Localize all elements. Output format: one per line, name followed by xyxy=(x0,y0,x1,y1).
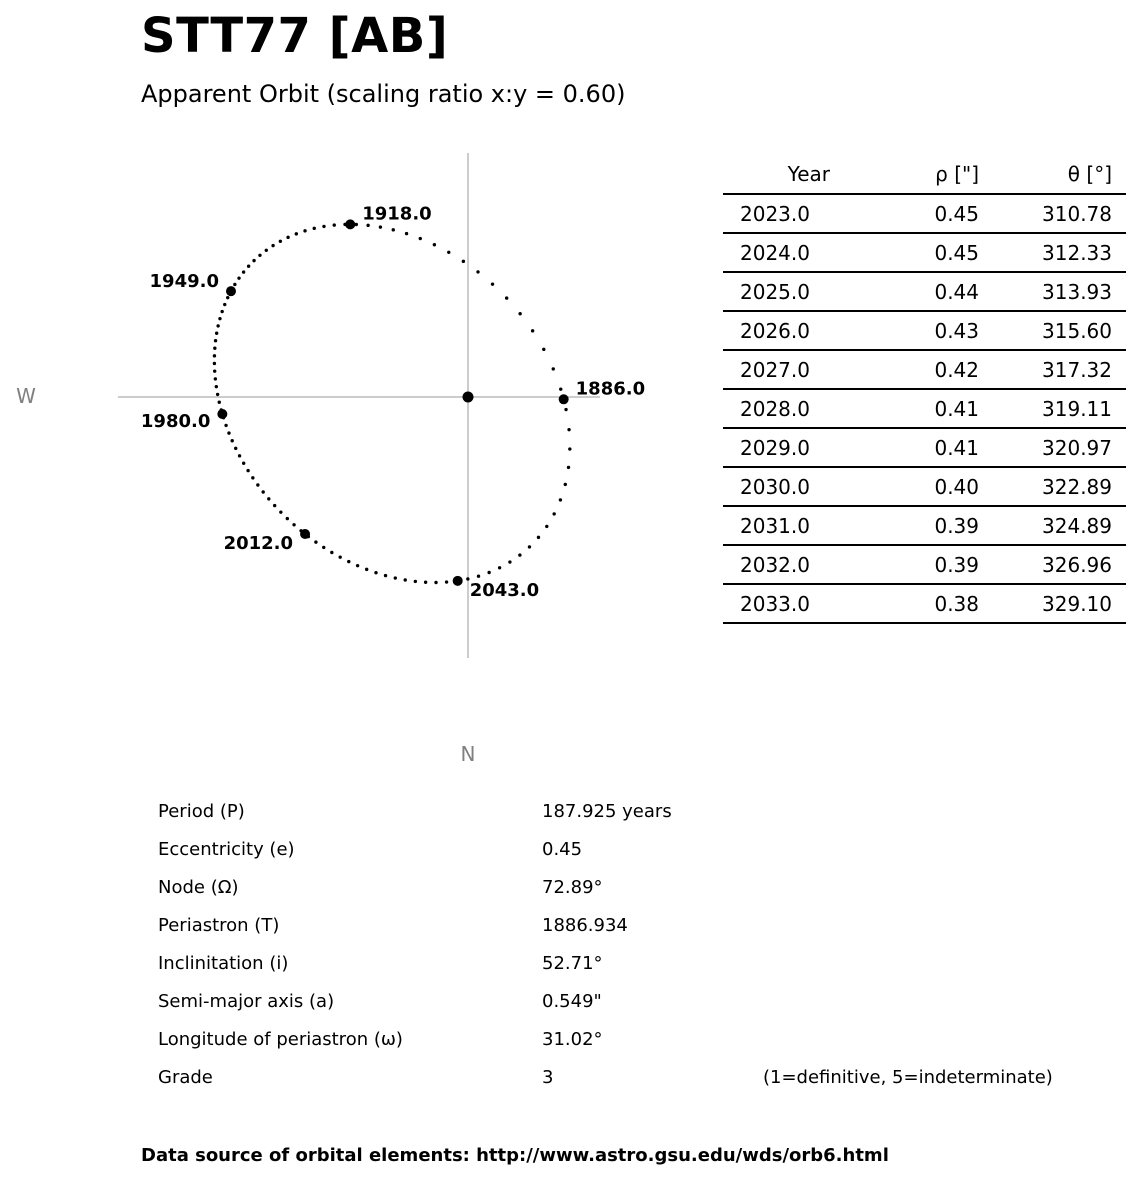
orbit-dot xyxy=(213,347,216,350)
orbit-dot xyxy=(234,447,237,450)
ephemeris-table xyxy=(723,155,1126,624)
epoch-label: 1980.0 xyxy=(140,411,211,433)
orbit-dot xyxy=(216,393,219,396)
table-row xyxy=(723,194,1126,233)
orbit-dot xyxy=(518,553,521,556)
element-row xyxy=(158,947,1098,985)
table-row xyxy=(723,350,1126,389)
element-row xyxy=(158,795,1098,833)
theta-cell: 320.97 xyxy=(980,428,1126,467)
orbit-dot xyxy=(256,483,259,486)
orbit-dot xyxy=(552,512,555,515)
orbit-dot xyxy=(333,223,336,226)
orbit-dot xyxy=(433,243,436,246)
column-header-year: Year xyxy=(723,155,831,194)
orbit-dot xyxy=(487,571,490,574)
epoch-marker xyxy=(217,409,227,419)
column-header-rho: ρ ["] xyxy=(831,155,980,194)
orbit-dot xyxy=(213,369,216,372)
epoch-label: 1918.0 xyxy=(362,203,432,225)
orbit-dot xyxy=(567,466,570,469)
orbit-dot xyxy=(374,571,377,574)
orbit-dot xyxy=(567,428,570,431)
table-row xyxy=(723,428,1126,467)
element-value: 0.549" xyxy=(542,991,602,1012)
epoch-label: 2012.0 xyxy=(223,533,294,555)
orbit-dot xyxy=(237,276,240,279)
table-row xyxy=(723,506,1126,545)
orbit-dot xyxy=(384,574,387,577)
element-row xyxy=(158,985,1098,1023)
orbit-dot xyxy=(273,504,276,507)
theta-cell: 313.93 xyxy=(980,272,1126,311)
element-value: 52.71° xyxy=(542,953,603,974)
orbit-dot xyxy=(214,339,217,342)
epoch-marker xyxy=(345,219,355,229)
element-note: (1=definitive, 5=indeterminate) xyxy=(763,1067,1053,1088)
orbit-dot xyxy=(537,536,540,539)
table-row xyxy=(723,584,1126,623)
element-value: 0.45 xyxy=(542,839,583,860)
rho-cell: 0.38 xyxy=(831,584,980,623)
orbit-dot xyxy=(233,283,236,286)
orbital-elements-list xyxy=(158,795,1098,1099)
column-header-theta: θ [°] xyxy=(980,155,1126,194)
orbit-dot xyxy=(552,367,555,370)
table-row xyxy=(723,272,1126,311)
orbit-dot xyxy=(476,270,479,273)
orbit-dot xyxy=(564,408,567,411)
epoch-marker xyxy=(559,394,569,404)
orbit-dot xyxy=(218,317,221,320)
element-label: Node (Ω) xyxy=(158,877,239,898)
orbit-dot xyxy=(242,270,245,273)
orbit-dot xyxy=(322,225,325,228)
orbit-dot xyxy=(462,260,465,263)
orbit-dot xyxy=(498,566,501,569)
element-row xyxy=(158,833,1098,871)
orbit-dot xyxy=(292,523,295,526)
orbit-dot xyxy=(330,551,333,554)
orbit-dot xyxy=(215,332,218,335)
year-cell: 2024.0 xyxy=(723,233,831,272)
orbit-dot xyxy=(414,580,417,583)
theta-cell: 324.89 xyxy=(980,506,1126,545)
orbit-dot xyxy=(231,439,234,442)
orbit-dot xyxy=(392,228,395,231)
rho-cell: 0.44 xyxy=(831,272,980,311)
data-source-footer: Data source of orbital elements: http://www.astro.gsu.edu/wds/orb6.html xyxy=(141,1145,889,1166)
orbit-dot xyxy=(227,431,230,434)
orbit-dot xyxy=(447,251,450,254)
theta-cell: 326.96 xyxy=(980,545,1126,584)
year-cell: 2033.0 xyxy=(723,584,831,623)
orbit-dot xyxy=(379,225,382,228)
orbit-dot xyxy=(258,254,261,257)
theta-cell: 310.78 xyxy=(980,194,1126,233)
orbit-dot xyxy=(295,232,298,235)
orbit-dot xyxy=(213,354,216,357)
year-cell: 2030.0 xyxy=(723,467,831,506)
west-axis-label: W xyxy=(16,384,36,408)
rho-cell: 0.39 xyxy=(831,545,980,584)
table-row xyxy=(723,467,1126,506)
orbit-dot xyxy=(238,454,241,457)
table-row xyxy=(723,389,1126,428)
element-row xyxy=(158,909,1098,947)
rho-cell: 0.39 xyxy=(831,506,980,545)
orbit-dot xyxy=(286,236,289,239)
orbit-dot xyxy=(251,476,254,479)
rho-cell: 0.43 xyxy=(831,311,980,350)
orbit-dot xyxy=(279,510,282,513)
epoch-marker xyxy=(453,576,463,586)
epoch-markers xyxy=(141,203,645,600)
year-cell: 2026.0 xyxy=(723,311,831,350)
rho-cell: 0.41 xyxy=(831,428,980,467)
orbit-dot xyxy=(247,265,250,268)
orbit-dot xyxy=(224,424,227,427)
orbit-dot xyxy=(404,578,407,581)
orbit-dot xyxy=(246,469,249,472)
table-row xyxy=(723,233,1126,272)
orbit-path xyxy=(213,223,572,584)
year-cell: 2032.0 xyxy=(723,545,831,584)
year-cell: 2031.0 xyxy=(723,506,831,545)
element-label: Grade xyxy=(158,1067,213,1088)
ephemeris-header-row xyxy=(723,155,1126,194)
element-value: 31.02° xyxy=(542,1029,603,1050)
year-cell: 2025.0 xyxy=(723,272,831,311)
epoch-marker xyxy=(226,286,236,296)
orbit-dot xyxy=(286,517,289,520)
epoch-label: 2043.0 xyxy=(469,579,540,601)
orbit-dot xyxy=(531,329,534,332)
orbit-dot xyxy=(279,240,282,243)
orbit-dot xyxy=(568,447,571,450)
orbit-dot xyxy=(252,259,255,262)
table-row xyxy=(723,311,1126,350)
year-cell: 2023.0 xyxy=(723,194,831,233)
element-value: 187.925 years xyxy=(542,801,672,822)
orbit-dot xyxy=(313,227,316,230)
element-row xyxy=(158,1023,1098,1061)
epoch-marker xyxy=(300,529,310,539)
orbit-dot xyxy=(405,232,408,235)
theta-cell: 319.11 xyxy=(980,389,1126,428)
theta-cell: 312.33 xyxy=(980,233,1126,272)
epoch-label: 1886.0 xyxy=(575,378,646,400)
element-row xyxy=(158,871,1098,909)
orbit-dot xyxy=(491,282,494,285)
orbit-dot xyxy=(559,387,562,390)
orbit-dot xyxy=(271,244,274,247)
orbit-dot xyxy=(365,568,368,571)
year-cell: 2027.0 xyxy=(723,350,831,389)
year-cell: 2029.0 xyxy=(723,428,831,467)
orbit-dot xyxy=(218,400,221,403)
element-label: Semi-major axis (a) xyxy=(158,991,335,1012)
orbit-dot xyxy=(356,564,359,567)
theta-cell: 329.10 xyxy=(980,584,1126,623)
orbit-chart xyxy=(0,0,700,780)
year-cell: 2028.0 xyxy=(723,389,831,428)
theta-cell: 322.89 xyxy=(980,467,1126,506)
element-value: 3 xyxy=(542,1067,554,1088)
rho-cell: 0.42 xyxy=(831,350,980,389)
orbit-dot xyxy=(559,498,562,501)
orbit-dot xyxy=(505,296,508,299)
element-value: 72.89° xyxy=(542,877,603,898)
rho-cell: 0.40 xyxy=(831,467,980,506)
orbit-dot xyxy=(564,483,567,486)
theta-cell: 315.60 xyxy=(980,311,1126,350)
orbit-dot xyxy=(419,237,422,240)
element-label: Inclinitation (i) xyxy=(158,953,289,974)
orbit-dot xyxy=(215,385,218,388)
element-label: Longitude of periastron (ω) xyxy=(158,1029,403,1050)
orbit-dot xyxy=(434,581,437,584)
orbit-dot xyxy=(242,462,245,465)
orbit-dot xyxy=(347,560,350,563)
orbit-dot xyxy=(394,576,397,579)
rho-cell: 0.45 xyxy=(831,194,980,233)
orbit-dot xyxy=(267,497,270,500)
orbit-dot xyxy=(303,229,306,232)
theta-cell: 317.32 xyxy=(980,350,1126,389)
element-label: Eccentricity (e) xyxy=(158,839,295,860)
page-title: STT77 [AB] xyxy=(141,8,449,64)
primary-star-marker xyxy=(463,392,474,403)
north-axis-label: N xyxy=(460,742,476,766)
orbit-dot xyxy=(322,546,325,549)
orbit-dot xyxy=(542,348,545,351)
rho-cell: 0.45 xyxy=(831,233,980,272)
chart-subtitle: Apparent Orbit (scaling ratio x:y = 0.60) xyxy=(141,80,626,108)
element-row xyxy=(158,1061,1098,1099)
element-label: Period (P) xyxy=(158,801,245,822)
orbit-dot xyxy=(508,560,511,563)
orbit-dot xyxy=(261,490,264,493)
element-label: Periastron (T) xyxy=(158,915,280,936)
orbit-dot xyxy=(424,581,427,584)
orbit-dot xyxy=(226,296,229,299)
orbit-dot xyxy=(528,545,531,548)
orbit-dot xyxy=(445,580,448,583)
orbit-dot xyxy=(477,575,480,578)
orbit-dot xyxy=(223,303,226,306)
orbit-dot xyxy=(338,555,341,558)
orbit-dot xyxy=(220,310,223,313)
orbit-dot xyxy=(214,377,217,380)
ephemeris-body xyxy=(723,194,1126,623)
epoch-label: 1949.0 xyxy=(149,271,219,293)
orbit-dot xyxy=(314,540,317,543)
table-row xyxy=(723,545,1126,584)
orbit-dot xyxy=(216,324,219,327)
orbit-dot xyxy=(545,525,548,528)
rho-cell: 0.41 xyxy=(831,389,980,428)
orbit-dot xyxy=(213,362,216,365)
orbit-dot xyxy=(265,249,268,252)
orbit-dot xyxy=(518,312,521,315)
element-value: 1886.934 xyxy=(542,915,628,936)
